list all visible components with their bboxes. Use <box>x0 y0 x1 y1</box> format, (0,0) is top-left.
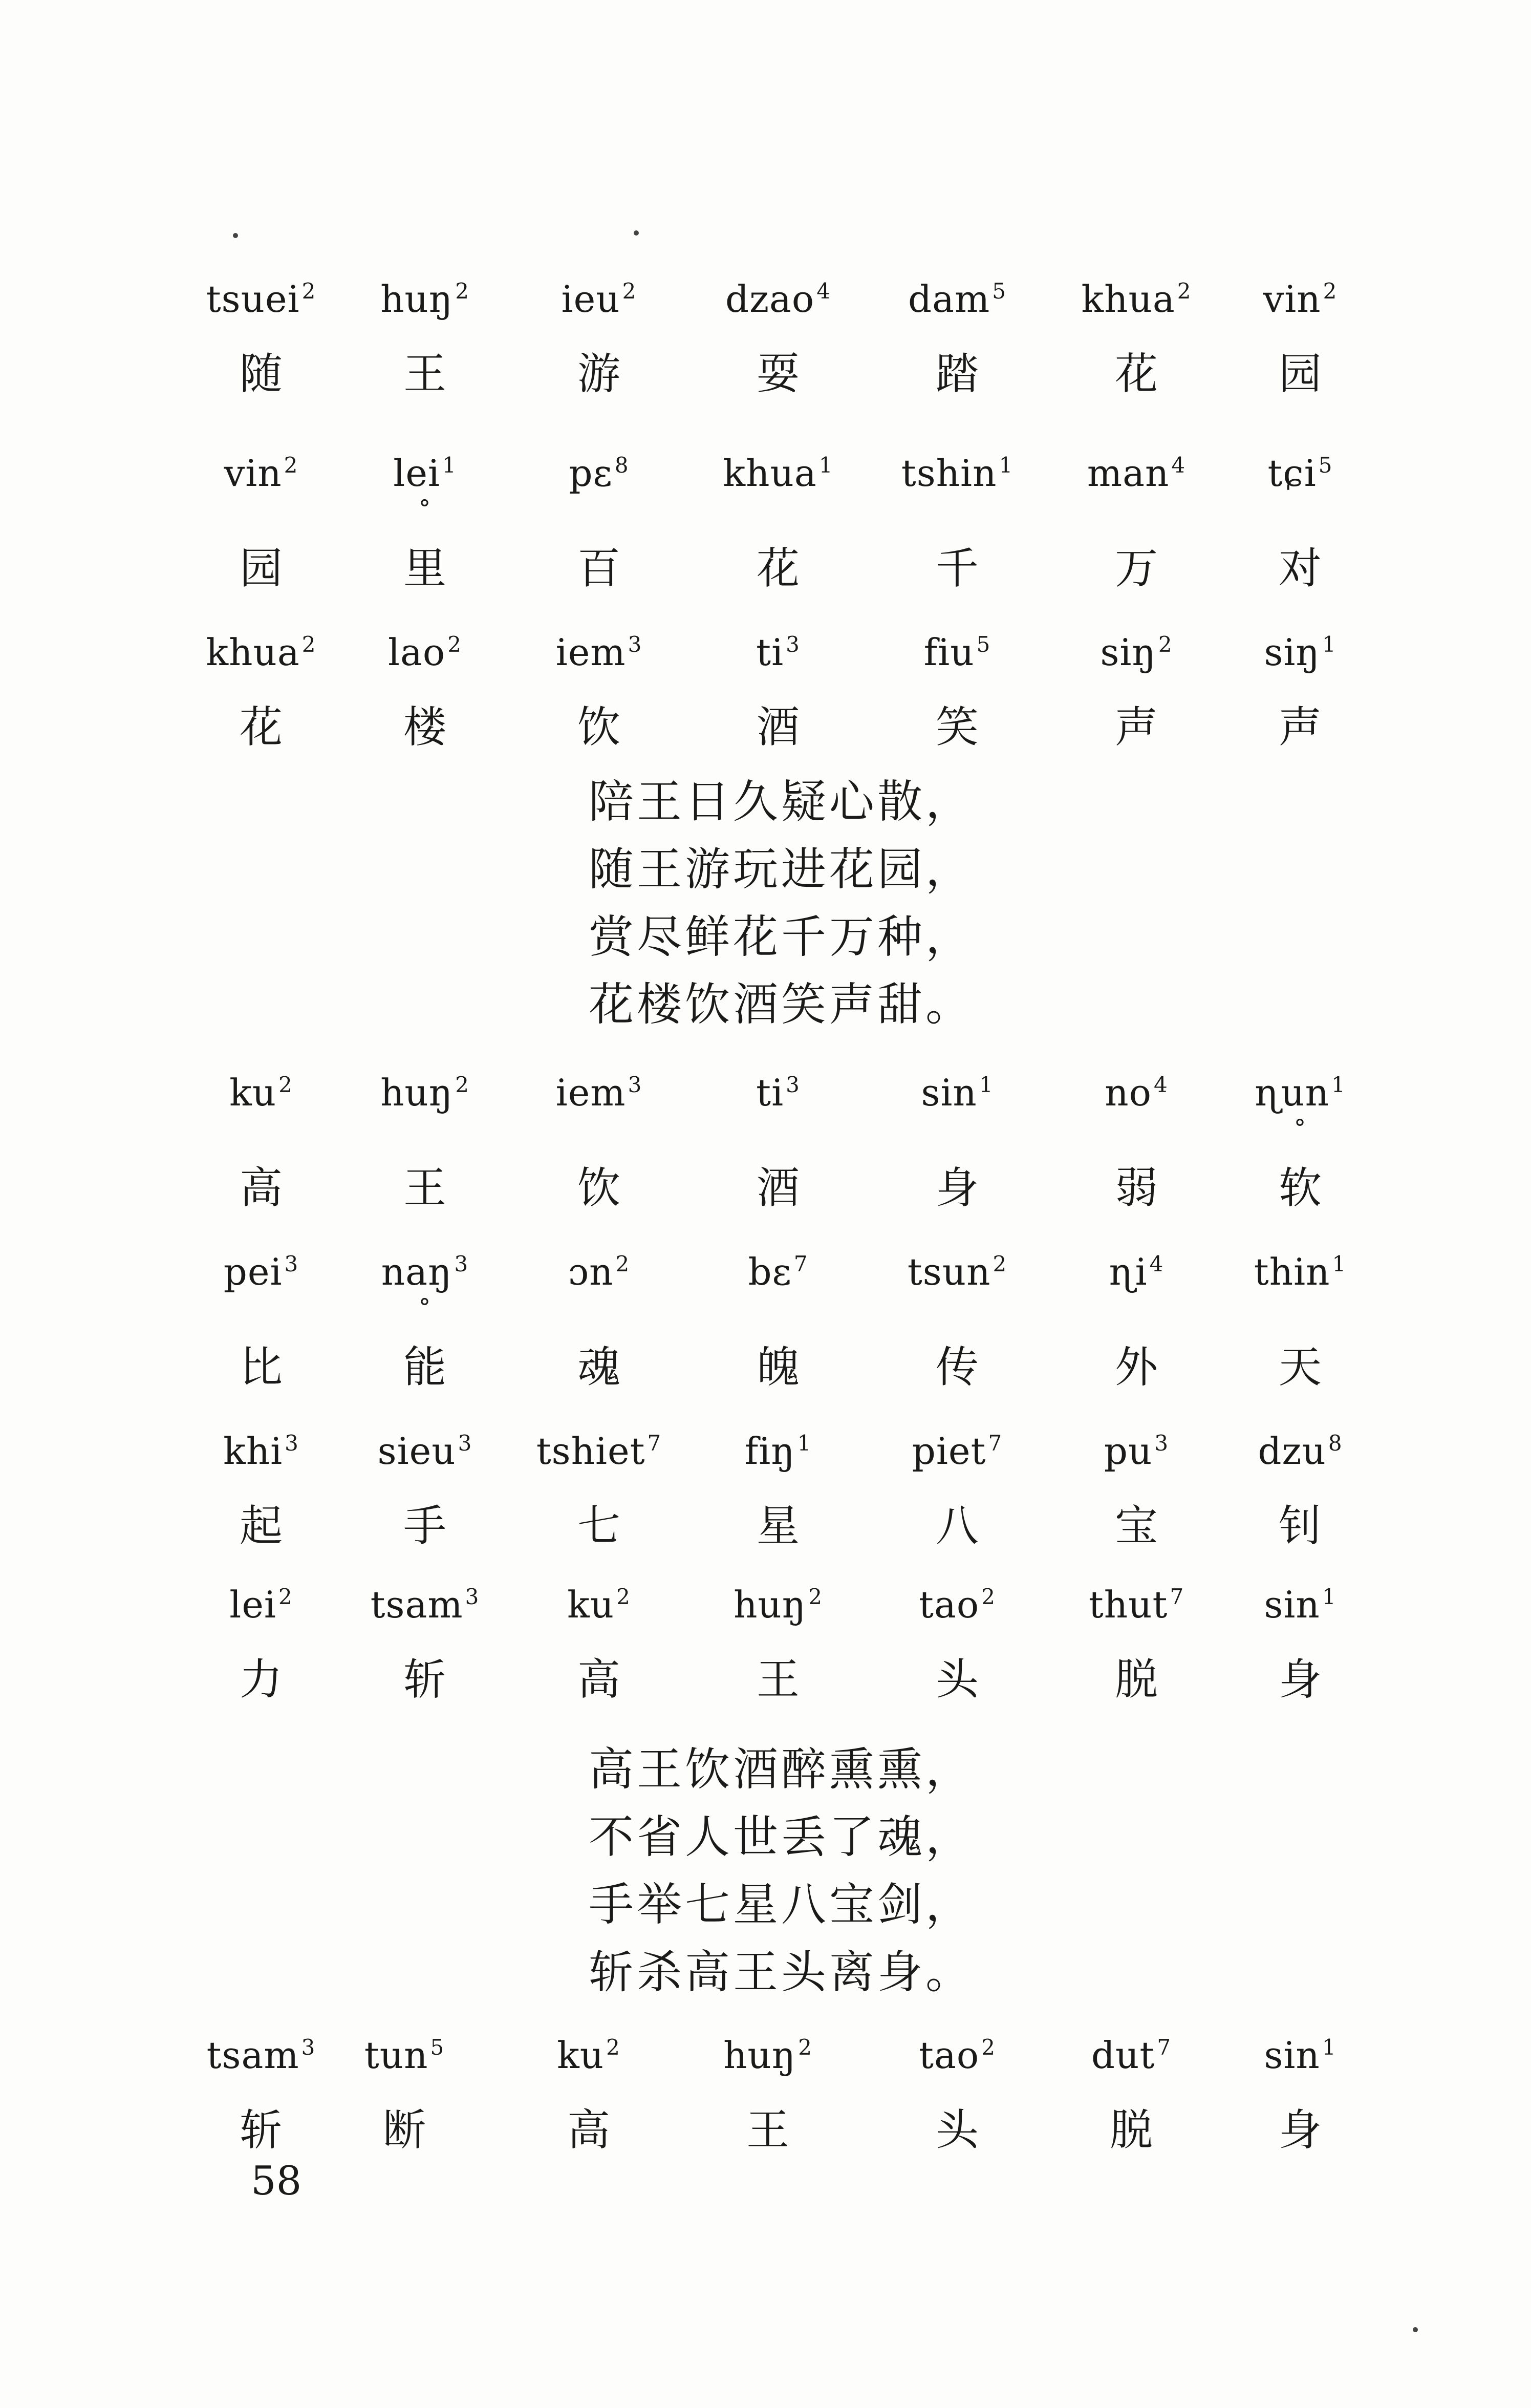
hanzi-row <box>0 538 1531 625</box>
syllable: pei$^3$ <box>223 1250 299 1293</box>
hanzi: 斩 <box>403 1654 446 1704</box>
hanzi: 高 <box>239 1163 283 1213</box>
hanzi: 园 <box>1278 349 1322 399</box>
hanzi: 弱 <box>1114 1163 1158 1213</box>
syllable: ieu$^2$ <box>561 278 637 321</box>
hanzi: 脱 <box>1114 1654 1158 1704</box>
ring-mark: ° <box>419 495 431 522</box>
hanzi-row <box>0 2099 1531 2171</box>
hanzi: 外 <box>1114 1342 1158 1392</box>
hanzi: 游 <box>577 349 620 399</box>
syllable: dzao$^4$ <box>725 278 831 321</box>
syllable: huŋ$^2$ <box>380 1071 469 1114</box>
hanzi: 手 <box>403 1501 446 1551</box>
syllable: piet$^7$ <box>912 1430 1003 1473</box>
hanzi: 身 <box>935 1163 979 1213</box>
hanzi: 饮 <box>577 1163 620 1213</box>
syllable: $ku^2$ <box>229 1071 293 1114</box>
poem-line: 斩杀高王头离身。 <box>589 1946 974 1998</box>
syllable: $no^4$ <box>1105 1071 1168 1114</box>
syllable: lei$^1$ ° <box>338 445 512 506</box>
syllable: pɛ$^8$ <box>569 452 629 495</box>
syllable: tshin$^1$ <box>901 452 1014 495</box>
hanzi: 头 <box>935 1654 979 1704</box>
poem-line: 赏尽鲜花千万种， <box>589 910 974 963</box>
romanization-row <box>0 271 1531 343</box>
syllable: khua$^2$ <box>1081 278 1192 321</box>
syllable: $ku^2$ <box>557 2034 620 2077</box>
syllable: tsuei$^2$ <box>206 278 316 321</box>
syllable: fiŋ$^1$ <box>744 1430 812 1473</box>
syllable: lei$^2$ <box>229 1583 293 1626</box>
hanzi: 随 <box>239 349 283 399</box>
hanzi: 天 <box>1278 1342 1322 1392</box>
hanzi: 声 <box>1278 702 1322 752</box>
syllable: fiu$^5$ <box>923 631 991 674</box>
hanzi-row <box>0 1495 1531 1577</box>
hanzi: 八 <box>935 1501 979 1551</box>
syllable: ɳi$^4$ <box>1109 1250 1164 1293</box>
hanzi: 笑 <box>935 702 979 752</box>
hanzi: 耍 <box>756 349 800 399</box>
syllable: ɳun$^1$ ° <box>1213 1065 1387 1126</box>
hanzi: 饮 <box>577 702 620 752</box>
hanzi: 里 <box>403 543 446 593</box>
hanzi: 花 <box>239 702 283 752</box>
syllable: huŋ$^2$ <box>734 1583 823 1626</box>
syllable: dam$^5$ <box>908 278 1007 321</box>
syllable: $ku^2$ <box>567 1583 631 1626</box>
syllable: tsun$^2$ <box>907 1250 1007 1293</box>
poem-line: 手举七星八宝剑， <box>589 1878 974 1931</box>
hanzi: 力 <box>239 1654 283 1704</box>
syllable: huŋ$^2$ <box>723 2034 812 2077</box>
syllable: vin$^2$ <box>224 452 298 495</box>
hanzi: 七 <box>577 1501 620 1551</box>
hanzi: 脱 <box>1109 2105 1153 2155</box>
hanzi: 声 <box>1114 702 1158 752</box>
syllable: ɔn$^2$ <box>568 1250 630 1293</box>
hanzi: 宝 <box>1114 1501 1158 1551</box>
hanzi: 斩 <box>239 2105 283 2155</box>
hanzi: 酒 <box>756 702 800 752</box>
hanzi: 酒 <box>756 1163 800 1213</box>
interlinear-block-3 <box>0 2028 1531 2171</box>
hanzi: 对 <box>1278 543 1322 593</box>
hanzi: 钊 <box>1278 1501 1322 1551</box>
syllable: tsam$^3$ <box>370 1583 480 1626</box>
scan-speck <box>233 233 238 238</box>
interlinear-block-1 <box>0 271 1531 768</box>
romanization-row <box>0 445 1531 538</box>
hanzi: 比 <box>239 1342 283 1392</box>
hanzi: 王 <box>403 1163 446 1213</box>
syllable: man$^4$ <box>1087 452 1186 495</box>
syllable: iem$^3$ <box>555 1071 642 1114</box>
poem-line: 随王游玩进花园， <box>589 843 974 896</box>
syllable: siŋ$^2$ <box>1100 631 1173 674</box>
hanzi: 花 <box>756 543 800 593</box>
hanzi: 园 <box>239 543 283 593</box>
syllable: khua$^1$ <box>723 452 833 495</box>
hanzi: 王 <box>746 2105 789 2155</box>
syllable: tao$^2$ <box>919 1583 996 1626</box>
hanzi: 起 <box>239 1501 283 1551</box>
syllable: iem$^3$ <box>555 631 642 674</box>
hanzi: 断 <box>382 2105 426 2155</box>
syllable: khi$^3$ <box>223 1430 299 1473</box>
hanzi: 身 <box>1278 1654 1322 1704</box>
syllable: dut$^7$ <box>1091 2034 1172 2077</box>
syllable: tɕi$^5$ <box>1267 452 1333 495</box>
hanzi: 楼 <box>403 702 446 752</box>
syllable: $\sin^1$ <box>1264 2034 1336 2077</box>
syllable: vin$^2$ <box>1263 278 1338 321</box>
syllable: tshiet$^7$ <box>536 1430 662 1473</box>
syllable: thin$^1$ <box>1254 1250 1347 1293</box>
syllable: naŋ$^3$ ° <box>338 1244 512 1305</box>
hanzi: 身 <box>1278 2105 1322 2155</box>
syllable: tun$^5$ <box>364 2034 445 2077</box>
syllable: $ti^3$ <box>756 631 800 674</box>
romanization-row <box>0 1065 1531 1157</box>
poem-line: 高王饮酒醉熏熏， <box>589 1743 974 1796</box>
romanization-row <box>0 1577 1531 1649</box>
poem-line: 不省人世丢了魂， <box>589 1810 974 1863</box>
poem-stanza-1 <box>589 768 974 1038</box>
syllable: huŋ$^2$ <box>380 278 469 321</box>
hanzi-row <box>0 1649 1531 1720</box>
romanization-row <box>0 2028 1531 2099</box>
ring-mark: ° <box>1294 1114 1306 1142</box>
syllable: $\sin^1$ <box>1264 1583 1336 1626</box>
syllable: bɛ$^7$ <box>748 1250 808 1293</box>
romanization-row <box>0 1244 1531 1336</box>
interlinear-block-2 <box>0 1065 1531 1720</box>
hanzi: 星 <box>756 1501 800 1551</box>
syllable: dzu$^8$ <box>1258 1430 1343 1473</box>
hanzi: 高 <box>567 2105 610 2155</box>
syllable: tsam$^3$ <box>206 2034 316 2077</box>
syllable: siŋ$^1$ <box>1264 631 1336 674</box>
hanzi: 高 <box>577 1654 620 1704</box>
hanzi-row <box>0 1336 1531 1423</box>
poem-line: 花楼饮酒笑声甜。 <box>589 978 974 1031</box>
hanzi: 魂 <box>577 1342 620 1392</box>
syllable: sieu$^3$ <box>377 1430 472 1473</box>
hanzi-row <box>0 696 1531 768</box>
hanzi: 王 <box>403 349 446 399</box>
hanzi: 千 <box>935 543 979 593</box>
hanzi: 头 <box>935 2105 979 2155</box>
poem-line: 陪王日久疑心散， <box>589 775 974 828</box>
hanzi: 花 <box>1114 349 1158 399</box>
hanzi: 能 <box>403 1342 446 1392</box>
hanzi: 王 <box>756 1654 800 1704</box>
hanzi: 踏 <box>935 349 979 399</box>
hanzi: 百 <box>577 543 620 593</box>
romanization-row <box>0 625 1531 696</box>
syllable: khua$^2$ <box>206 631 316 674</box>
scan-speck <box>1413 2327 1418 2332</box>
syllable: $ti^3$ <box>756 1071 800 1114</box>
syllable: tao$^2$ <box>919 2034 996 2077</box>
syllable: lao$^2$ <box>387 631 462 674</box>
poem-stanza-2 <box>589 1736 974 2006</box>
scan-speck <box>634 230 639 236</box>
syllable: $pu^3$ <box>1104 1430 1169 1473</box>
romanization-row <box>0 1423 1531 1495</box>
syllable: thut$^7$ <box>1088 1583 1184 1626</box>
hanzi: 传 <box>935 1342 979 1392</box>
hanzi: 魄 <box>756 1342 800 1392</box>
page-number: 58 <box>251 2158 302 2204</box>
hanzi-row <box>0 343 1531 445</box>
hanzi: 万 <box>1114 543 1158 593</box>
syllable: $\sin^1$ <box>921 1071 994 1114</box>
ring-mark: ° <box>419 1293 431 1321</box>
hanzi: 软 <box>1278 1163 1322 1213</box>
hanzi-row <box>0 1157 1531 1244</box>
